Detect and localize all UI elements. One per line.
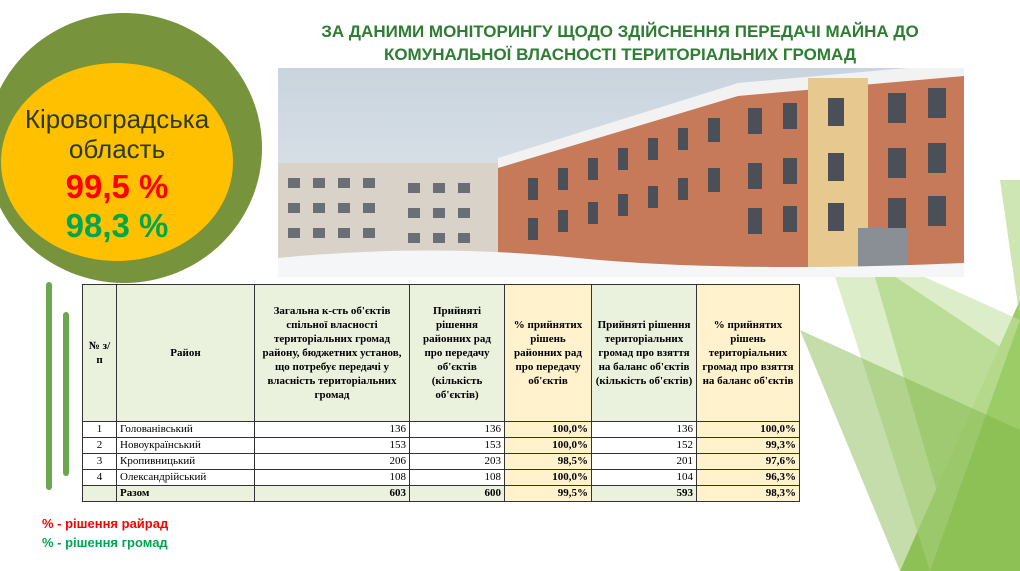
cell-district: Кропивницький <box>117 454 255 470</box>
table-total-row <box>83 486 800 502</box>
percent-hromad: 98,3 % <box>65 207 169 244</box>
region-name-line-2: область <box>68 134 166 164</box>
total-hromad-count: 593 <box>592 486 697 502</box>
cell-district: Голованівський <box>117 422 255 438</box>
cell-hromad-percent: 99,3% <box>697 438 800 454</box>
cell-hromad-percent: 97,6% <box>697 454 800 470</box>
header-raion-decisions: Прийняті рішення районних рад про передачу об'єктів (кількість об'єктів) <box>410 285 505 422</box>
cell-district: Новоукраїнський <box>117 438 255 454</box>
vertical-bar-right <box>63 312 69 476</box>
total-number <box>83 486 117 502</box>
cell-total: 153 <box>255 438 410 454</box>
cell-raion-percent: 98,5% <box>505 454 592 470</box>
header-hromad-decisions: Прийняті рішення територіальних громад про взяття на баланс об'єктів (кількість об'єктів) <box>592 285 697 422</box>
total-objects: 603 <box>255 486 410 502</box>
cell-hromad-percent: 100,0% <box>697 422 800 438</box>
region-badge-inner <box>1 63 233 261</box>
percent-raion: 99,5 % <box>65 168 169 205</box>
region-name <box>1 104 233 164</box>
cell-hromad-count: 104 <box>592 470 697 486</box>
header-number: № з/п <box>83 285 117 422</box>
cell-hromad-count: 201 <box>592 454 697 470</box>
data-table <box>82 284 800 502</box>
cell-number: 2 <box>83 438 117 454</box>
cell-raion-count: 136 <box>410 422 505 438</box>
total-label: Разом <box>117 486 255 502</box>
legend-raion: % - рішення райрад <box>42 516 169 531</box>
region-name-line-1: Кіровоградська <box>24 104 210 134</box>
cell-number: 1 <box>83 422 117 438</box>
cell-raion-count: 108 <box>410 470 505 486</box>
cell-hromad-percent: 96,3% <box>697 470 800 486</box>
table-row <box>83 454 800 470</box>
cell-hromad-count: 136 <box>592 422 697 438</box>
header-hromad-percent: % прийнятих рішень територіальних громад про взяття на баланс об'єктів <box>697 285 800 422</box>
table-row <box>83 438 800 454</box>
cell-raion-percent: 100,0% <box>505 470 592 486</box>
cell-raion-count: 153 <box>410 438 505 454</box>
table-row <box>83 470 800 486</box>
table-row <box>83 422 800 438</box>
cell-district: Олександрійський <box>117 470 255 486</box>
header-district: Район <box>117 285 255 422</box>
title-line-1: ЗА ДАНИМИ МОНІТОРИНГУ ЩОДО ЗДІЙСНЕННЯ ПЕРЕДАЧІ МАЙНА ДО <box>321 22 919 41</box>
table-header-row <box>83 285 800 422</box>
cell-total: 108 <box>255 470 410 486</box>
cell-hromad-count: 152 <box>592 438 697 454</box>
total-raion-count: 600 <box>410 486 505 502</box>
cell-total: 136 <box>255 422 410 438</box>
cell-number: 3 <box>83 454 117 470</box>
header-raion-percent: % прийнятих рішень районних рад про передачу об'єктів <box>505 285 592 422</box>
legend-hromad: % - рішення громад <box>42 535 168 550</box>
total-hromad-percent: 98,3% <box>697 486 800 502</box>
region-badge <box>0 13 262 283</box>
header-total-objects: Загальна к-сть об'єктів спільної власності територіальних громад району, бюджетних установ, що потребує передачі у власність територіальних громад <box>255 285 410 422</box>
cell-raion-count: 203 <box>410 454 505 470</box>
title-line-2: КОМУНАЛЬНОЇ ВЛАСНОСТІ ТЕРИТОРІАЛЬНИХ ГРОМАД <box>383 45 857 64</box>
cell-raion-percent: 100,0% <box>505 422 592 438</box>
building-photo <box>278 68 964 277</box>
cell-raion-percent: 100,0% <box>505 438 592 454</box>
cell-total: 206 <box>255 454 410 470</box>
cell-number: 4 <box>83 470 117 486</box>
total-raion-percent: 99,5% <box>505 486 592 502</box>
vertical-bar-left <box>46 282 52 490</box>
